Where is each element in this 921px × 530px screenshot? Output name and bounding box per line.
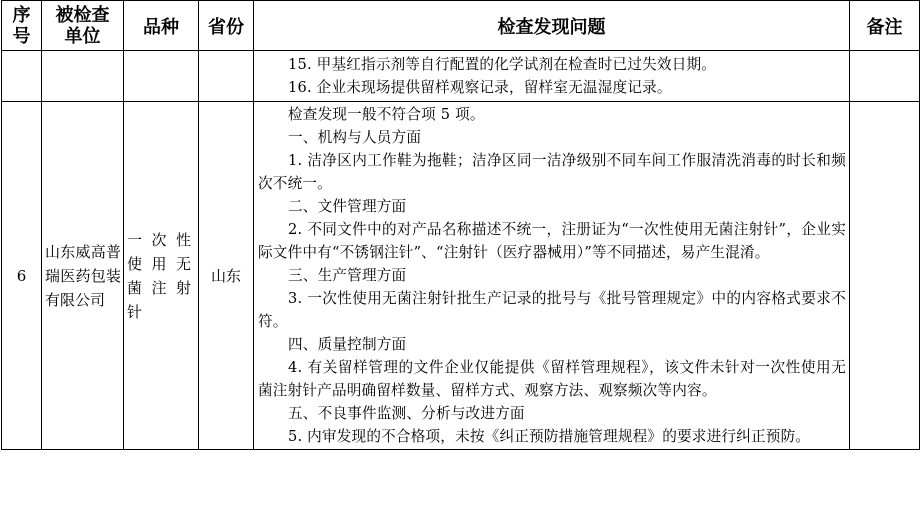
row6-unit: 山东威高普瑞医药包装有限公司: [42, 102, 124, 450]
issue-heading: 四、质量控制方面: [288, 336, 407, 353]
table-row: [2, 102, 920, 450]
issue-line: 2. 不同文件中的对产品名称描述不统一，注册证为“一次性使用无菌注射针”，企业实际文件中有“不锈钢注针”、“注射针（医疗器械用）”等不同描述，易产生混淆。: [258, 221, 846, 261]
issue-heading: 一、机构与人员方面: [288, 129, 422, 146]
issue-line: 5. 内审发现的不合格项，未按《纠正预防措施管理规程》的要求进行纠正预防。: [288, 428, 811, 445]
row6-seq: 6: [2, 102, 42, 450]
continued-issues-cell: [254, 51, 850, 102]
issue-line: 16. 企业未现场提供留样观察记录，留样室无温湿度记录。: [288, 79, 672, 96]
row6-province: 山东: [199, 102, 254, 450]
issue-line: 4. 有关留样管理的文件企业仅能提供《留样管理规程》，该文件未针对一次性使用无菌注射针产品明确留样数量、留样方式、观察方法、观察频次等内容。: [258, 359, 846, 399]
row6-product: 一次性使用无菌注射针: [124, 102, 199, 450]
continued-remarks-cell: [850, 51, 920, 102]
row6-remarks: [850, 102, 920, 450]
issue-line: 1. 洁净区内工作鞋为拖鞋；洁净区同一洁净级别不同车间工作服清洗消毒的时长和频次不统一。: [258, 152, 846, 192]
header-row: [2, 1, 920, 51]
continued-seq-cell: [2, 51, 42, 102]
issue-heading: 三、生产管理方面: [288, 267, 407, 284]
inspection-table: [1, 0, 920, 450]
issue-line: 15. 甲基红指示剂等自行配置的化学试剂在检查时已过失效日期。: [288, 56, 717, 73]
row6-issues: [254, 102, 850, 450]
header-product: 品种: [124, 1, 199, 51]
continued-unit-cell: [42, 51, 124, 102]
issue-heading: 五、不良事件监测、分析与改进方面: [288, 405, 525, 422]
header-remarks: 备注: [850, 1, 920, 51]
header-province: 省份: [199, 1, 254, 51]
header-issues: 检查发现问题: [254, 1, 850, 51]
header-unit: 被检查单位: [42, 1, 124, 51]
issue-line: 检查发现一般不符合项 5 项。: [288, 106, 485, 123]
continued-product-cell: [124, 51, 199, 102]
continued-province-cell: [199, 51, 254, 102]
issue-line: 3. 一次性使用无菌注射针批生产记录的批号与《批号管理规定》中的内容格式要求不符。: [258, 290, 846, 330]
header-seq: 序号: [2, 1, 42, 51]
issue-heading: 二、文件管理方面: [288, 198, 407, 215]
continued-row: [2, 51, 920, 102]
